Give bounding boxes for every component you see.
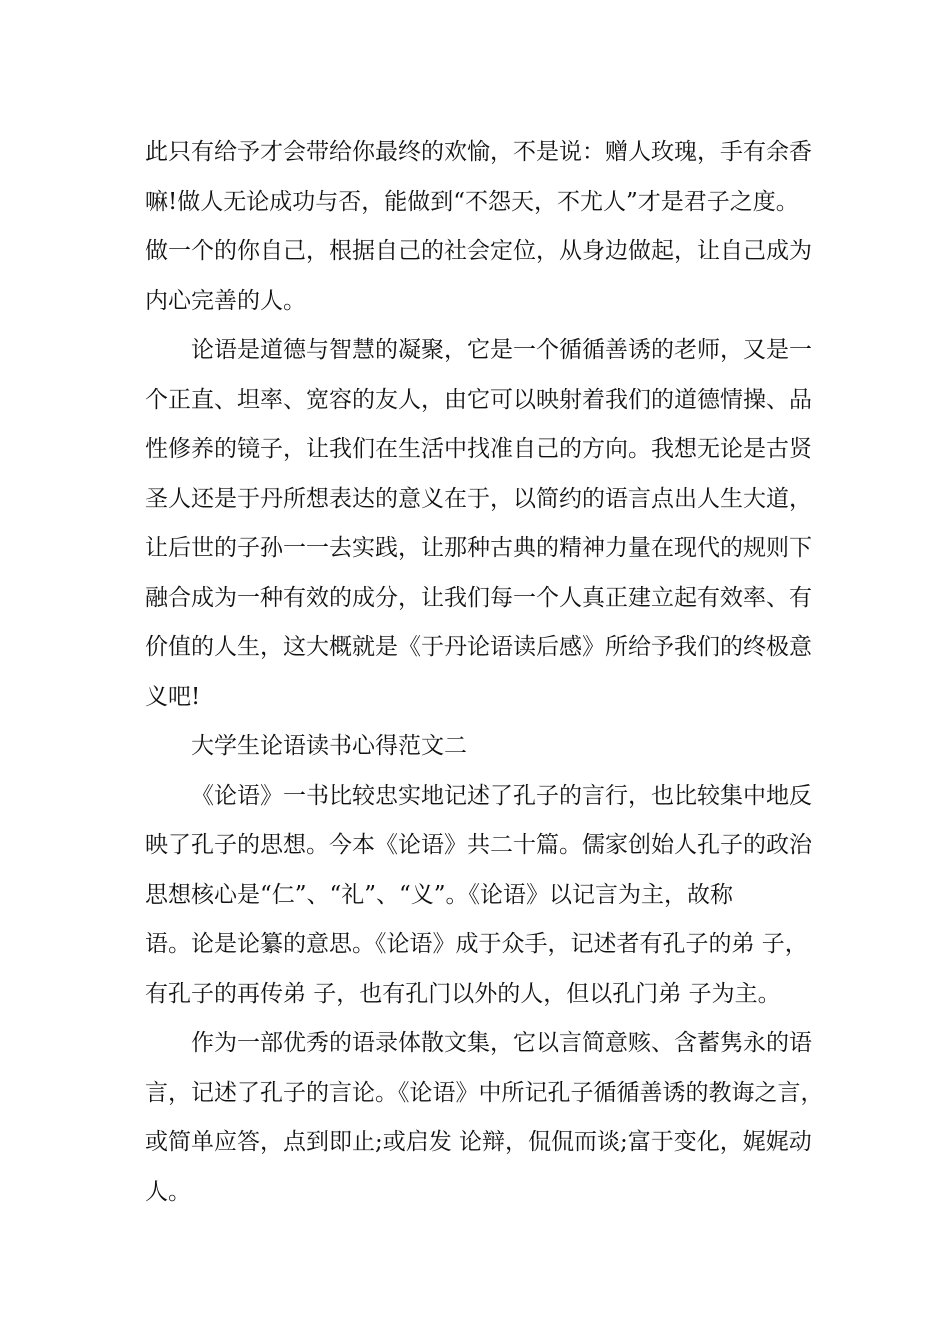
text-line: 内心完善的人。 [145, 287, 306, 314]
text-line: 个正直、坦率、宽容的友人，由它可以映射着我们的道德情操、品 [145, 386, 812, 413]
text-line: 价值的人生，这大概就是《于丹论语读后感》所给予我们的终极意 [145, 634, 812, 660]
text-line: 映了孔子的思想。今本《论语》共二十篇。儒家创始人孔子的政治 [145, 832, 812, 858]
text-line: 性修养的镜子，让我们在生活中找准自己的方向。我想无论是古贤 [145, 436, 812, 462]
text-line: 此只有给予才会带给你最终的欢愉，不是说：赠人玫瑰，手有余香 [145, 139, 812, 165]
text-line: 人。 [145, 1178, 191, 1205]
text-line: 言，记述了孔子的言论。《论语》中所记孔子循循善诱的教诲之言， [145, 1079, 824, 1106]
text-line: 义吧! [145, 683, 201, 710]
document-body [145, 128, 824, 1217]
text-line: 作为一部优秀的语录体散文集，它以言简意赅、含蓄隽永的语 [191, 1030, 812, 1056]
text-line: 融合成为一种有效的成分，让我们每一个人真正建立起有效率、有 [145, 584, 812, 611]
text-line: 论语是道德与智慧的凝聚，它是一个循循善诱的老师，又是一 [191, 337, 812, 363]
text-line: 或简单应答，点到即止;或启发 论辩，侃侃而谈;富于变化，娓娓动 [145, 1129, 812, 1155]
text-line: 思想核心是“仁”、“礼”、“义”。《论语》以记言为主，故称 [145, 881, 734, 908]
text-line: 让后世的子孙一一去实践，让那种古典的精神力量在现代的规则下 [145, 535, 812, 561]
text-line: 嘛!做人无论成功与否，能做到“不怨天，不尤人”才是君子之度。 [145, 188, 799, 215]
text-line: 圣人还是于丹所想表达的意义在于，以简约的语言点出人生大道， [145, 485, 812, 512]
text-line: 大学生论语读书心得范文二 [191, 733, 467, 759]
text-line: 《论语》一书比较忠实地记述了孔子的言行，也比较集中地反 [191, 782, 812, 809]
text-line: 有孔子的再传弟 子，也有孔门以外的人，但以孔门弟 子为主。 [145, 980, 781, 1007]
text-line: 做一个的你自己，根据自己的社会定位，从身边做起，让自己成为 [145, 238, 812, 264]
text-line: 语。论是论纂的意思。《论语》成于众手，记述者有孔子的弟 子， [145, 931, 808, 957]
